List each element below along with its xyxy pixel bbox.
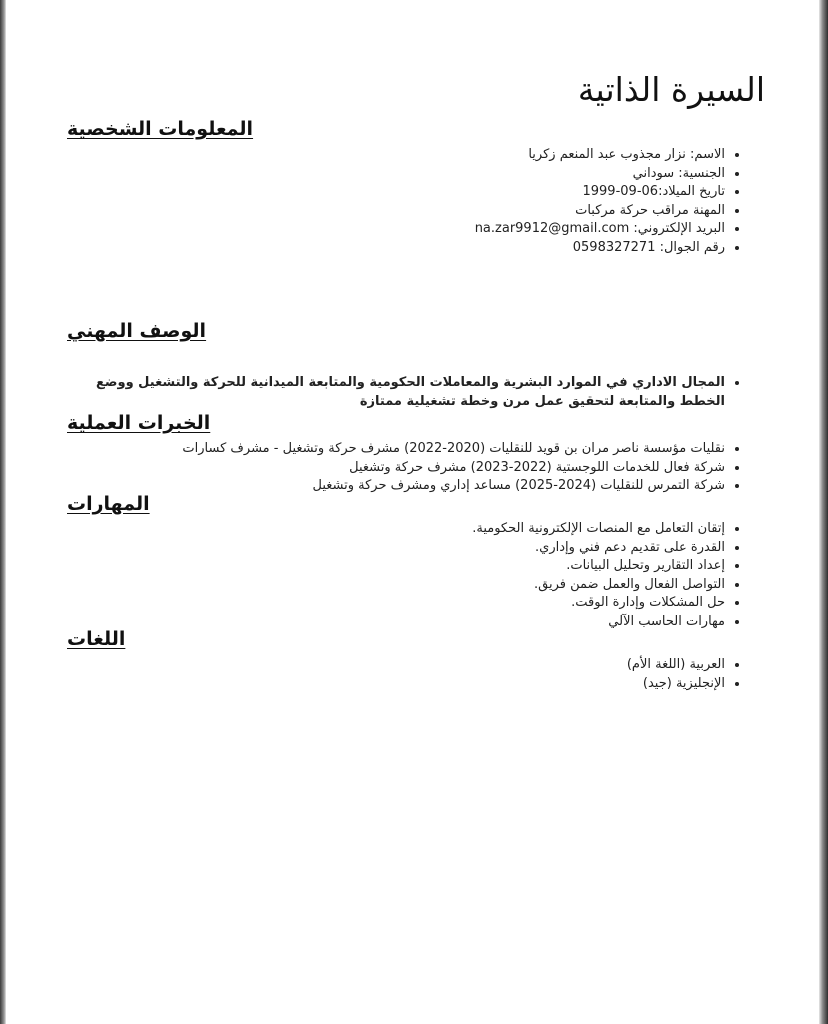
page-edge-right [819, 0, 828, 1024]
list-item-experience: • شركة فعال للخدمات اللوجستية (2022-2023) مشرف حركة وتشغيل [182, 459, 725, 478]
experience-list [182, 440, 747, 496]
list-item-skill: • حل المشكلات وإدارة الوقت. [472, 594, 725, 613]
list-item-name: • الاسم: نزار مجذوب عبد المنعم زكريا [475, 146, 725, 165]
list-item-language: • الإنجليزية (جيد) [627, 675, 725, 694]
section-heading-languages: اللغات [67, 628, 126, 650]
list-item-email: • البريد الإلكتروني: na.zar9912@gmail.com [475, 220, 725, 239]
list-item-birthdate: • تاريخ الميلاد:06-09-1999 [475, 183, 725, 202]
professional-summary-list [90, 374, 747, 411]
section-heading-professional-summary: الوصف المهني [67, 320, 207, 342]
document-page [6, 0, 819, 1024]
list-item-language: • العربية (اللغة الأم) [627, 656, 725, 675]
section-heading-experience: الخبرات العملية [67, 412, 211, 434]
skills-list [472, 520, 747, 631]
list-item-profession: • المهنة مراقب حركة مركبات [475, 202, 725, 221]
personal-info-list [475, 146, 747, 257]
list-item-phone: • رقم الجوال: 0598327271 [475, 239, 725, 258]
section-heading-skills: المهارات [67, 493, 150, 515]
list-item-skill: • القدرة على تقديم دعم فني وإداري. [472, 539, 725, 558]
document-title: السيرة الذاتية [577, 70, 765, 109]
section-heading-personal-info: المعلومات الشخصية [67, 118, 254, 140]
list-item-nationality: • الجنسية: سوداني [475, 165, 725, 184]
list-item-skill: • إتقان التعامل مع المنصات الإلكترونية الحكومية. [472, 520, 725, 539]
list-item-skill: • مهارات الحاسب الآلي [472, 613, 725, 632]
list-item-skill: • إعداد التقارير وتحليل البيانات. [472, 557, 725, 576]
list-item-experience: • شركة التمرس للنقليات (2024-2025) مساعد إداري ومشرف حركة وتشغيل [182, 477, 725, 496]
languages-list [627, 656, 747, 693]
list-item-skill: • التواصل الفعال والعمل ضمن فريق. [472, 576, 725, 595]
list-item-experience: • نقليات مؤسسة ناصر مران بن قويد للنقليات (2020-2022) مشرف حركة وتشغيل - مشرف كسارات [182, 440, 725, 459]
list-item-summary: • المجال الاداري في الموارد البشرية والمعاملات الحكومية والمتابعة الميدانية للحركة والتشغيل ووضع الخطط والمتابعة لتحقيق عمل مرن وخطة تشغيلية ممتازة [90, 374, 725, 411]
